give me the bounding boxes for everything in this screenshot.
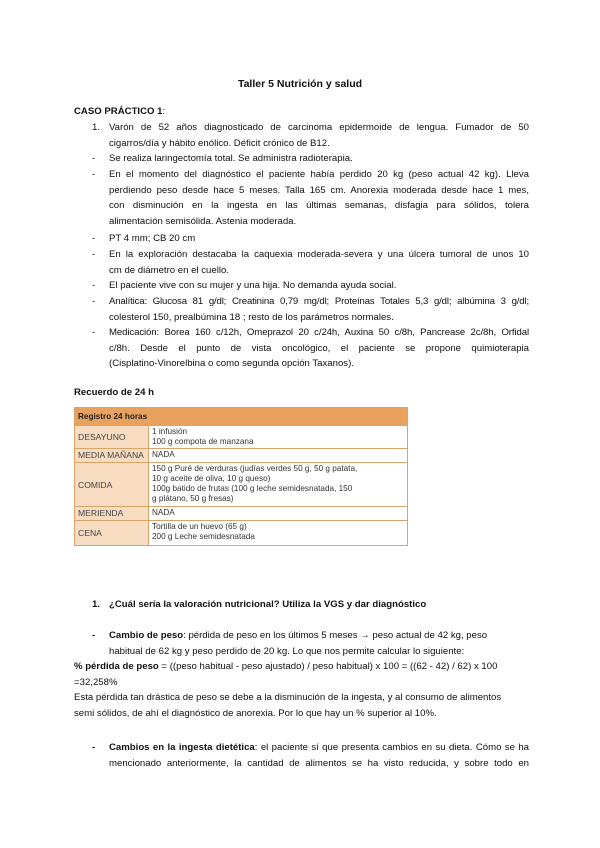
- list-item: En la exploración destacaba la caquexia moderada-severa y una úlcera tumoral de unos 10 cm de diámetro en el cuello.: [109, 249, 529, 276]
- list-marker: -: [92, 280, 96, 291]
- meal-content: Tortilla de un huevo (65 g) 200 g Leche semidesnatada: [149, 521, 408, 546]
- list-marker: -: [92, 233, 96, 244]
- list-marker: -: [92, 630, 96, 641]
- peso-paragraph: Cambio de peso: pérdida de peso en los últimos 5 meses → peso actual de 42 kg, peso habitual de 62 kg y peso perdido de 20 kg. Lo que nos permite calcular lo siguiente:: [109, 630, 488, 657]
- list-marker: -: [92, 249, 96, 260]
- list-marker: -: [92, 296, 96, 307]
- list-marker: -: [92, 153, 96, 164]
- list-item: Analítica: Glucosa 81 g/dl; Creatinina 0,79 mg/dl; Proteínas Totales 5,3 g/dl; albúmina 3 g/dl; colesterol 150, prealbúmina 18 ; resto de los parámetros normales.: [109, 296, 529, 323]
- peso-formula: % pérdida de peso = ((peso habitual - peso ajustado) / peso habitual) x 100 = ((62 - 42) / 62) x 100 =32,258% Esta pérdida tan drástica de peso se debe a la disminución de la ingesta, y al consumo de alimentos semi sólidos, de ahí el diagnóstico de anorexia. Por lo que hay un % superior al 10%.: [74, 661, 502, 719]
- meal-label: DESAYUNO: [75, 426, 149, 449]
- table-row: [75, 507, 408, 521]
- table-row: [75, 521, 408, 546]
- list-item: El paciente vive con su mujer y una hija. No demanda ayuda social.: [109, 280, 397, 291]
- list-marker: 1.: [92, 122, 101, 133]
- recall-heading: Recuerdo de 24 h: [74, 387, 154, 398]
- list-marker: -: [92, 169, 96, 180]
- list-item: En el momento del diagnóstico el paciente había perdido 20 kg (peso actual 42 kg). Lleva perdiendo peso desde hace 5 meses. Talla 165 cm. Anorexia moderada desde hace 1 mes, con disminución en la ingesta en las últimas semanas, disfagia para sólidos, tolera alimentación semisólida. Astenia moderada.: [109, 169, 529, 227]
- list-item: PT 4 mm; CB 20 cm: [109, 233, 196, 244]
- table-header: Registro 24 horas: [75, 408, 408, 426]
- document-title: Taller 5 Nutrición y salud: [237, 78, 363, 90]
- list-item: Se realiza laringectomía total. Se administra radioterapia.: [109, 153, 353, 164]
- table-row: [75, 426, 408, 449]
- list-marker: -: [92, 742, 96, 753]
- registro-24h-table: [74, 407, 408, 546]
- question-text: ¿Cuál sería la valoración nutricional? Utiliza la VGS y dar diagnóstico: [109, 599, 427, 610]
- list-marker: -: [92, 327, 96, 338]
- table-row: [75, 449, 408, 463]
- meal-content: NADA: [149, 507, 408, 521]
- list-item: Medicación: Borea 160 c/12h, Omeprazol 20 c/24h, Auxina 50 c/8h, Pancrease 2c/8h, Orfidal c/8h. Desde el punto de vista oncológico, el paciente se propone quimioterapia (Cisplatino-Vinorelbina o como segunda opción Taxanos).: [109, 327, 529, 370]
- meal-content: 1 infusión 100 g compota de manzana: [149, 426, 408, 449]
- meal-label: MERIENDA: [75, 507, 149, 521]
- meal-content: NADA: [149, 449, 408, 463]
- meal-label: MEDIA MAÑANA: [75, 449, 149, 463]
- question-marker: 1.: [92, 599, 101, 610]
- ingesta-paragraph: Cambios en la ingesta dietética: el paciente sí que presenta cambios en su dieta. Cómo se ha mencionado anteriormente, la cantidad de alimentos se ha visto reducida, y sobre todo en: [109, 742, 529, 769]
- table-row: [75, 463, 408, 507]
- meal-label: CENA: [75, 521, 149, 546]
- list-item: Varón de 52 años diagnosticado de carcinoma epidermoide de lengua. Fumador de 50 cigarros/día y hábito enólico. Déficit crónico de B12.: [109, 122, 529, 149]
- meal-content: 150 g Puré de verduras (judías verdes 50 g, 50 g patata, 10 g aceite de oliva, 10 g queso) 100g batido de frutas (100 g leche semidesnatada, 150 g plátano, 50 g fresas): [149, 463, 408, 507]
- meal-label: COMIDA: [75, 463, 149, 507]
- case-heading: CASO PRÁCTICO 1:: [74, 106, 166, 117]
